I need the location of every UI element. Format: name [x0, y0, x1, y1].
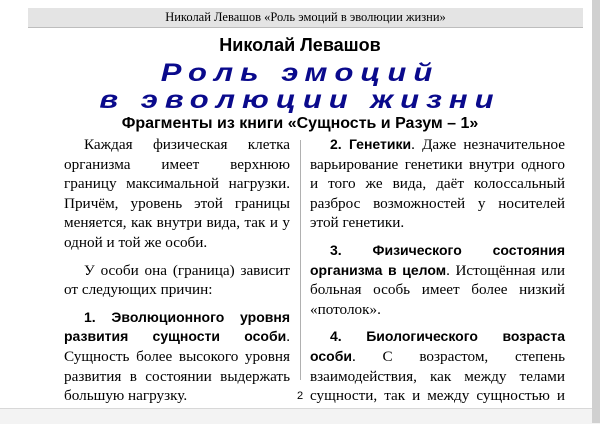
paragraph: Каждая физическая клетка организма имеет верхнюю границу максимальной нагрузки. Причём, уровень этой границы меняется, как внутри вида, так и у одной и той же особи. — [64, 136, 290, 251]
subtitle: Фрагменты из книги «Сущность и Разум – 1» — [121, 115, 479, 132]
list-item-text: . Даже незначительное варьирование генетики внутри одного и того же вида, даёт колоссальный разброс возможностей у носителей этой генетики. — [310, 136, 565, 232]
right-column — [310, 135, 565, 425]
author-name: Николай Левашов — [219, 35, 381, 55]
main-title-line-2: в эволюции жизни — [99, 85, 501, 114]
list-item-heading: 2. Генетики — [330, 136, 412, 152]
list-item-text: . Истощённая или больная особь имеет более низкий «потолок». — [310, 261, 565, 318]
list-item — [310, 135, 565, 233]
paragraph: У особи она (граница) зависит от следующих причин: — [64, 261, 290, 299]
left-column — [64, 135, 290, 406]
page-bottom-edge — [0, 408, 600, 424]
column-divider — [300, 140, 301, 380]
list-item — [310, 241, 565, 319]
list-item-heading: 1. Эволюционного уровня развития сущности особи — [64, 308, 290, 345]
list-item-heading: 4. Биологического возраста особи — [310, 328, 565, 364]
list-item-heading: 3. Физического состояния организма в целом — [310, 241, 565, 278]
page-right-edge — [592, 0, 600, 423]
page-number: 2 — [296, 390, 304, 402]
main-title-line-1: Роль эмоций — [160, 58, 440, 87]
running-header: Николай Левашов «Роль эмоций в эволюции жизни» — [28, 8, 583, 28]
list-item-text: . Сущность более высокого уровня развития в состоянии выдержать большую нагрузку. — [64, 328, 290, 405]
list-item-text: . С возрастом, степень взаимодействия, как между телами сущности, так и между сущностью и — [310, 347, 565, 405]
